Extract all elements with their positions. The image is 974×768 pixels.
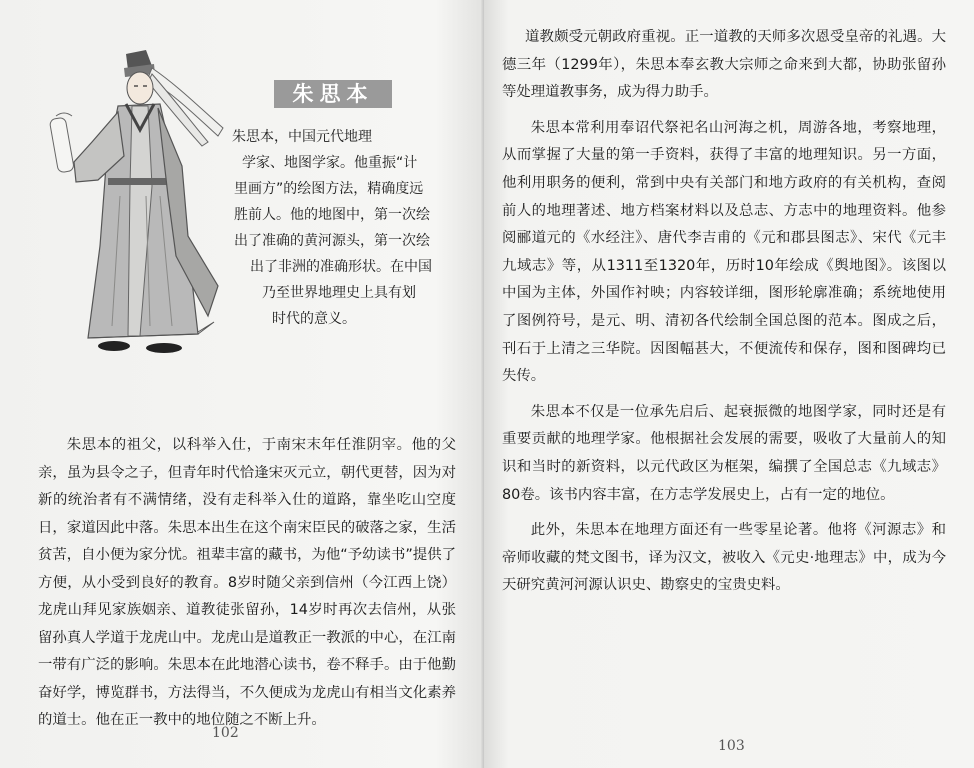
paragraph: 朱思本常利用奉诏代祭祀名山河海之机，周游各地，考察地理，从而掌握了大量的第一手资料，获得了丰富的地理知识。另一方面，他利用职务的便利，常到中央有关部门和地方政府的有关机构，查阅前人的地理著述、地方档案材料以及总志、方志中的地理资料。他参阅郦道元的《水经注》、唐代李吉甫的《元和郡县图志》、宋代《元丰九域志》等，从1311至1320年，历时10年绘成《舆地图》。该图以中国为主体，外国作衬映；内容较详细，图形轮廓准确；系统地使用了图例符号，是元、明、清初各代绘制全国总图的范本。图成之后，刊石于上清之三华院。因图幅甚大，不便流传和保存，图和图碑均已失传。 [502,119,946,385]
paragraph: 朱思本不仅是一位承先启后、起衰振微的地图学家，同时还是有重要贡献的地理学家。他根据社会发展的需要，吸收了大量前人的知识和当时的新资料，以元代政区为框架，编撰了全国总志《九域志》80卷。该书内容丰富，在方志学发展史上，占有一定的地位。 [502,403,946,503]
page-title: 朱思本 [292,82,374,106]
bio-line: 出了非洲的准确形状。在中国 [250,259,432,275]
title-box [274,80,392,108]
page-number-right: 103 [718,738,745,754]
right-body-text [502,24,946,608]
zhu-siben-illustration [48,46,228,358]
bio-line: 学家、地图学家。他重振“计 [242,155,418,171]
paragraph: 此外，朱思本在地理方面还有一些零星论著。他将《河源志》和帝师收藏的梵文图书，译为汉文，被收入《元史·地理志》中，成为今天研究黄河河源认识史、勘察史的宝贵史料。 [502,522,946,594]
bio-summary [210,124,470,332]
bio-line: 乃至世界地理史上具有划 [262,285,416,301]
paragraph: 朱思本的祖父，以科举入仕，于南宋末年任淮阴宰。他的父亲，虽为县令之子，但青年时代恰逢宋灭元立，朝代更替，因为对新的统治者有不满情绪，没有走科举入仕的道路，靠坐吃山空度日，家道因此中落。朱思本出生在这个南宋臣民的破落之家，生活贫苦，自小便为家分忧。祖辈丰富的藏书，为他“予幼读书”提供了方便，从小受到良好的教育。8岁时随父亲到信州（今江西上饶）龙虎山拜见家族姻亲、道教徒张留孙，14岁时再次去信州，从张留孙真人学道于龙虎山中。龙虎山是道教正一教派的中心，在江南一带有广泛的影响。朱思本在此地潜心读书，卷不释手。由于他勤奋好学，博览群书，方法得当，不久便成为龙虎山有相当文化素养的道士。他在正一教中的地位随之不断上升。 [38,437,456,728]
left-page [0,0,484,768]
bio-line: 时代的意义。 [272,311,356,327]
bio-line: 里画方”的绘图方法，精确度远 [234,181,424,197]
bio-line: 朱思本，中国元代地理 [232,129,372,145]
bio-line: 胜前人。他的地图中，第一次绘 [234,207,430,223]
left-body-text [38,432,456,735]
bio-line: 出了准确的黄河源头，第一次绘 [234,233,430,249]
paragraph: 道教颇受元朝政府重视。正一道教的天师多次恩受皇帝的礼遇。大德三年（1299年），朱思本奉玄教大宗师之命来到大都，协助张留孙等处理道教事务，成为得力助手。 [502,29,946,101]
page-number-left: 102 [212,725,239,741]
